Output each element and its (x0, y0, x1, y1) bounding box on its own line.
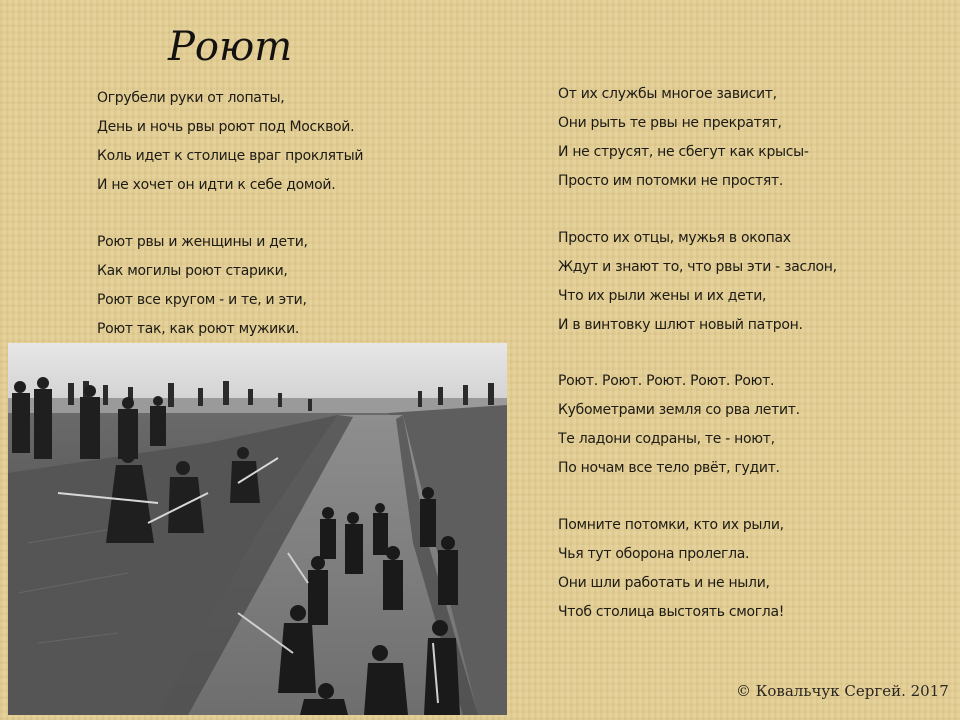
poem-line: Чья тут оборона пролегла. (558, 546, 750, 562)
poem-line: Роют. Роют. Роют. Роют. Роют. (558, 373, 775, 389)
poem-line: Роют все кругом - и те, и эти, (97, 292, 307, 308)
left-stanza-2 (97, 228, 308, 344)
poem-line: И не хочет он идти к себе домой. (97, 177, 336, 193)
poem-line: Просто их отцы, мужья в окопах (558, 230, 791, 246)
poem-line: Огрубели руки от лопаты, (97, 90, 285, 106)
poem-line: От их службы многое зависит, (558, 86, 777, 102)
poem-line: Они рыть те рвы не прекратят, (558, 115, 782, 131)
right-stanza-2 (558, 224, 837, 340)
right-stanza-4 (558, 511, 784, 627)
poem-line: И в винтовку шлют новый патрон. (558, 317, 803, 333)
right-stanza-1 (558, 80, 809, 196)
photo-illustration (8, 343, 507, 715)
poem-line: Помните потомки, кто их рыли, (558, 517, 784, 533)
poem-line: Коль идет к столице враг проклятый (97, 148, 364, 164)
poem-line: День и ночь рвы роют под Москвой. (97, 119, 355, 135)
poem-line: По ночам все тело рвёт, гудит. (558, 460, 780, 476)
poem-line: Просто им потомки не простят. (558, 173, 783, 189)
left-stanza-1 (97, 84, 363, 200)
poem-line: Кубометрами земля со рва летит. (558, 402, 800, 418)
poem-line: Как могилы роют старики, (97, 263, 288, 279)
poem-line: Чтоб столица выстоять смогла! (558, 604, 785, 620)
poem-line: Роют так, как роют мужики. (97, 321, 300, 337)
poem-line: Ждут и знают то, что рвы эти - заслон, (558, 259, 837, 275)
copyright-signature: © Ковальчук Сергей. 2017 (736, 682, 949, 700)
poem-line: Что их рыли жены и их дети, (558, 288, 767, 304)
poem-line: Роют рвы и женщины и дети, (97, 234, 308, 250)
poem-line: И не струсят, не сбегут как крысы- (558, 144, 809, 160)
trench-digging-photo (8, 343, 507, 715)
poem-line: Те ладони содраны, те - ноют, (558, 431, 775, 447)
right-stanza-3 (558, 367, 800, 483)
poem-line: Они шли работать и не ныли, (558, 575, 770, 591)
poem-title: Роют (168, 24, 293, 70)
